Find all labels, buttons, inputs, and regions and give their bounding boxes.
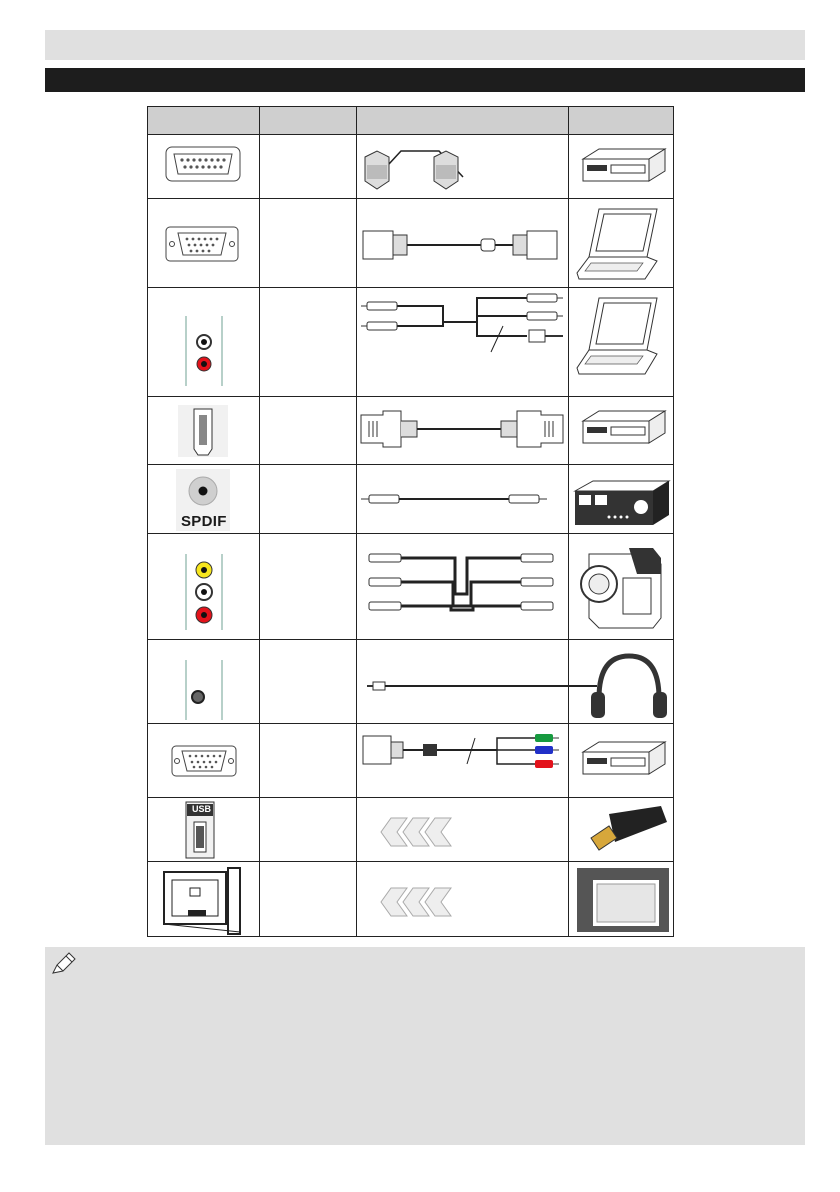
vga-cable-icon [357, 199, 568, 287]
headphone-cable-icon [357, 640, 597, 723]
coaxial-cable-icon [357, 465, 568, 533]
header-bar [45, 30, 805, 60]
hdmi-cable-icon [357, 397, 568, 464]
vcr-player-icon [569, 397, 674, 464]
headphones-icon [569, 640, 674, 723]
vcr-player-icon [569, 135, 674, 198]
rca-to-jack-cable-icon [357, 288, 568, 396]
vga-socket-icon [148, 199, 259, 287]
camcorder-icon [569, 534, 674, 639]
usb-stick-icon [569, 798, 674, 861]
scart-socket-icon [148, 135, 259, 198]
hdmi-socket-icon [148, 397, 259, 464]
pencil-note-icon [49, 951, 79, 977]
insert-arrows-icon [357, 862, 568, 937]
ypbpr-cable-icon [357, 724, 568, 797]
laptop-icon [569, 199, 674, 287]
insert-arrows-icon [357, 798, 568, 861]
amplifier-icon [569, 465, 674, 533]
spdif-label: SPDIF [181, 513, 227, 530]
notes-panel [45, 947, 805, 1145]
table-header [148, 107, 673, 135]
section-title-bar [45, 68, 805, 92]
usb-label: USB [192, 804, 212, 814]
audio-lr-socket-icon [148, 288, 259, 396]
vga-socket-icon [148, 724, 259, 797]
headphone-socket-icon [148, 640, 259, 723]
laptop-icon [569, 288, 674, 396]
ci-module-icon [569, 862, 674, 937]
av-socket-icon [148, 534, 259, 639]
tv-rear-icon [148, 862, 259, 937]
connections-table [147, 106, 674, 937]
av-rca-cable-icon [357, 534, 568, 639]
vcr-player-icon [569, 724, 674, 797]
scart-cable-icon [357, 135, 568, 198]
